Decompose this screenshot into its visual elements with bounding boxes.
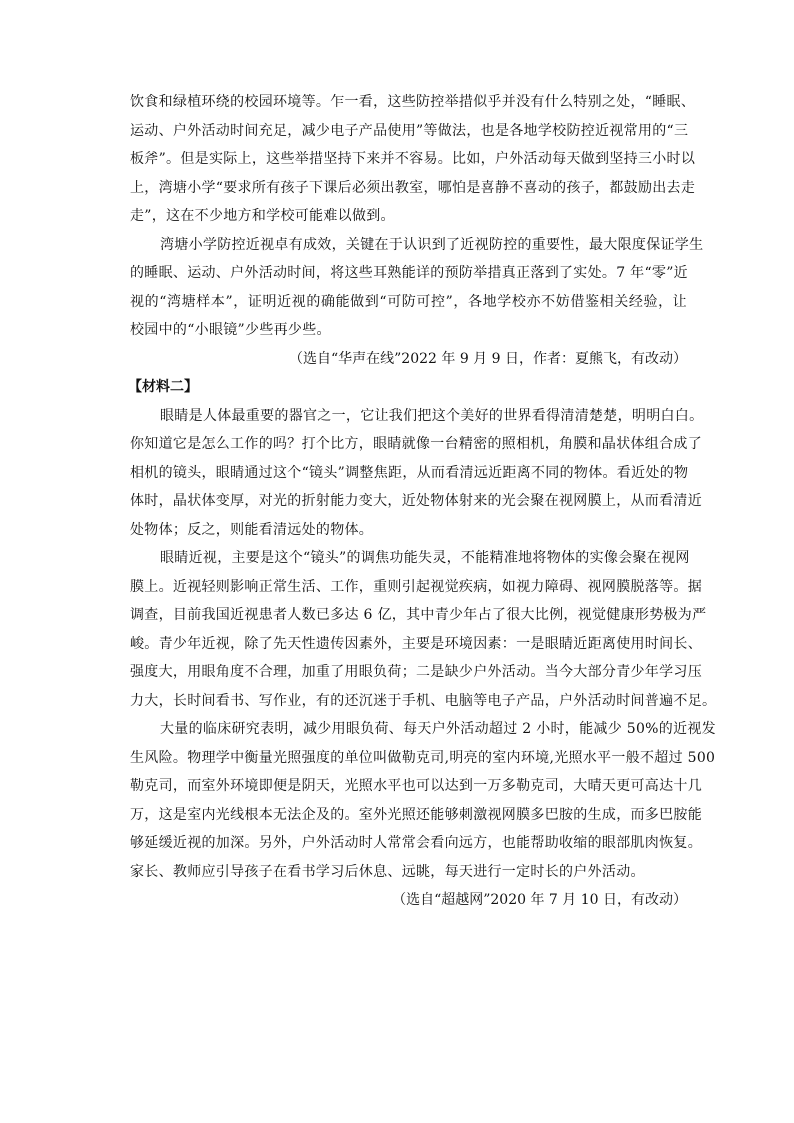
document-page [128, 88, 717, 915]
paragraph-3 [130, 402, 704, 545]
paragraph-2 [130, 231, 704, 345]
text-line: 膜上。近视轻则影响正常生活、工作，重则引起视觉疾病，如视力障碍、视网膜脱落等。据 [130, 578, 702, 595]
text-line: 调查，目前我国近视患者人数已多达 6 亿，其中青少年占了很大比例，视觉健康形势极为严 [130, 607, 707, 623]
text-line: 板斧”。但是实际上，这些举措坚持下来并不容易。比如，户外活动每天做到坚持三小时以 [130, 151, 696, 167]
text-line: 你知道它是怎么工作的吗？打个比方，眼睛就像一台精密的照相机，角膜和晶状体组合成了 [130, 436, 702, 452]
text-line: 运动、户外活动时间充足，减少电子产品使用”等做法，也是各地学校防控近视常用的“三 [130, 122, 689, 139]
text-line: 峻。青少年近视，除了先天性遗传因素外，主要是环境因素：一是眼睛近距离使用时间长、 [130, 635, 702, 652]
text-line: 处物体；反之，则能看清远处的物体。 [130, 521, 374, 538]
text-line: 相机的镜头，眼睛通过这个“镜头”调整焦距，从而看清远近距离不同的物体。看近处的物 [130, 464, 689, 481]
text-line: 强度大，用眼角度不合理，加重了用眼负荷；二是缺少户外活动。当今大部分青少年学习压 [130, 664, 702, 680]
text-line: 体时，晶状体变厚，对光的折射能力变大，近处物体射来的光会聚在视网膜上，从而看清近 [130, 493, 702, 509]
text-line: 上，湾塘小学“要求所有孩子下课后必须出教室，哪怕是喜静不喜动的孩子，都鼓励出去走 [130, 179, 696, 196]
text-line: 视的“湾塘样本”，证明近视的确能做到“可防可控”，各地学校亦不妨借鉴相关经验，让 [130, 293, 687, 310]
text-line: 够延缓近视的加深。另外，户外活动时人常常会看向远方，也能帮助收缩的眼部肌肉恢复。 [130, 835, 702, 851]
text-line: 饮食和绿植环绕的校园环境等。乍一看，这些防控举措似乎并没有什么特别之处，“睡眠、 [130, 94, 696, 110]
text-line: 万，这是室内光线根本无法企及的。室外光照还能够刺激视网膜多巴胺的生成，而多巴胺能 [130, 806, 702, 823]
text-line: 眼睛是人体最重要的器官之一，它让我们把这个美好的世界看得清清楚楚，明明白白。 [160, 407, 704, 424]
source-citation-1: （选自“华声在线”2022 年 9 月 9 日，作者：夏熊飞，有改动） [288, 350, 687, 367]
paragraph-4 [130, 544, 717, 715]
source-citation-2: （选自“超越网”2020 年 7 月 10 日，有改动） [392, 892, 687, 908]
text-line: 眼睛近视，主要是这个“镜头”的调焦功能失灵，不能精准地将物体的实像会聚在视网 [160, 550, 690, 566]
text-line: 勒克司，而室外环境即便是阴天，光照水平也可以达到一万多勒克司，大晴天更可高达十几 [130, 778, 702, 794]
text-line: 家长、教师应引导孩子在看书学习后休息、远眺，每天进行一定时长的户外活动。 [130, 863, 645, 880]
text-line: 走”，这在不少地方和学校可能难以做到。 [130, 208, 395, 224]
text-line: 生风险。物理学中衡量光照强度的单位叫做勒克司,明亮的室内环境,光照水平一般不超过 500 [130, 749, 716, 766]
text-line: 力大，长时间看书、写作业，有的还沉迷于手机、电脑等电子产品，户外活动时间普遍不足。 [130, 692, 717, 709]
text-line: 校园中的“小眼镜”少些再少些。 [130, 322, 331, 338]
text-line: 湾塘小学防控近视卓有成效，关键在于认识到了近视防控的重要性，最大限度保证学生 [160, 236, 704, 253]
material-2-heading: 【材料二】 [128, 379, 198, 395]
text-line: 的睡眠、运动、户外活动时间，将这些耳熟能详的预防举措真正落到了实处。7 年“零”近 [130, 265, 688, 281]
paragraph-1 [130, 88, 696, 231]
paragraph-5 [130, 715, 716, 886]
text-line: 大量的临床研究表明，减少用眼负荷、每天户外活动超过 2 小时，能减少 50%的近视发 [160, 721, 716, 737]
